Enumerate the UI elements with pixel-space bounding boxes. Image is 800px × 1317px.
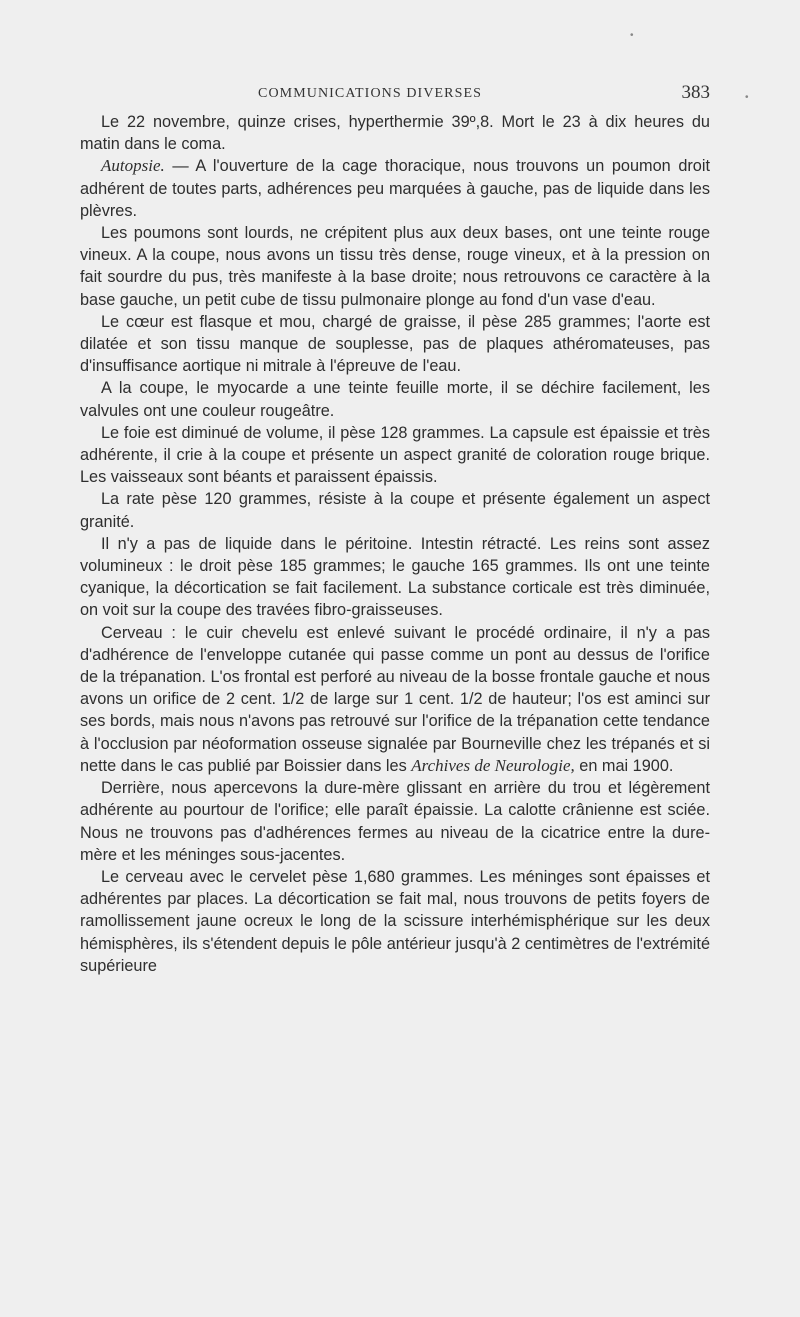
speck-mark: •: [745, 92, 749, 103]
paragraph-text: en mai 1900.: [574, 756, 674, 775]
paragraph-text: La rate pèse 120 grammes, résiste à la coupe et présente également un aspect granité.: [80, 490, 710, 531]
paragraph: [80, 533, 710, 622]
paragraph-text: Le cerveau avec le cervelet pèse 1,680 grammes. Les méninges sont épaisses et adhérentes par places. La décortication se fait mal, nous trouvons de petits foyers de ramollissement jaune ocreux le long de la scissure interhémisphérique sur les deux hémisphères, ils s'étendent depuis le pôle antérieur jusqu'à 2 centimètres de l'extrémité supérieure: [80, 867, 710, 975]
page-number: 383: [681, 82, 710, 103]
running-head: COMMUNICATIONS DIVERSES: [258, 86, 483, 101]
paragraph-text: Les poumons sont lourds, ne crépitent plus aux deux bases, ont une teinte rouge vineux. A la coupe, nous avons un tissu très dense, rouge vineux, et à la pression on fait sourdre du pus, très manifeste à la base droite; nous retrouvons ce caractère à la base gauche, un petit cube de tissu pulmonaire plonge au fond d'un vase d'eau.: [80, 224, 710, 309]
paragraph-text: Il n'y a pas de liquide dans le péritoine. Intestin rétracté. Les reins sont assez volumineux : le droit pèse 185 grammes; le gauche 165 grammes. Ils ont une teinte cyanique, la décortication se fait facilement. La substance corticale est très diminuée, on voit sur la coupe des travées fibro-graisseuses.: [80, 534, 710, 620]
paragraph: [80, 377, 710, 421]
paragraph-text: A la coupe, le myocarde a une teinte feuille morte, il se déchire facilement, les valvules ont une couleur rougeâtre.: [80, 379, 710, 420]
paragraph: [80, 622, 710, 777]
paragraph: [80, 488, 710, 532]
paragraph: [80, 111, 710, 155]
paragraph-text: Le foie est diminué de volume, il pèse 128 grammes. La capsule est épaissie et très adhérente, il crie à la coupe et présente un aspect granité de coloration rouge brique. Les vaisseaux sont béants et paraissent épaissis.: [80, 423, 710, 487]
paragraph: [80, 155, 710, 222]
paragraph: [80, 222, 710, 311]
page-header: [80, 80, 720, 108]
journal-title: Archives de Neurologie,: [411, 755, 575, 775]
section-lead: Autopsie.: [101, 156, 165, 176]
paragraph-text: Cerveau : le cuir chevelu est enlevé suivant le procédé ordinaire, il n'y a pas d'adhérence de l'enveloppe cutanée qui passe comme un pont au dessus de l'orifice de la trépanation. L'os frontal est perforé au niveau de la bosse frontale gauche et nous avons un orifice de 2 cent. 1/2 de large sur 1 cent. 1/2 de hauteur; l'os est aminci sur ses bords, mais nous n'avons pas retrouvé sur l'orifice de la trépanation cette tendance à l'occlusion par néoformation osseuse signalée par Bourneville chez les trépanés et si nette dans le cas publié par Boissier dans les: [80, 623, 710, 775]
paragraph: [80, 777, 710, 866]
paragraph-text: Le cœur est flasque et mou, chargé de graisse, il pèse 285 grammes; l'aorte est dilatée et son tissu manque de souplesse, pas de plaques athéromateuses, pas d'insuffisance aortique ni mitrale à l'épreuve de l'eau.: [80, 312, 710, 376]
paragraph-text: Derrière, nous apercevons la dure-mère glissant en arrière du trou et légèrement adhérente au pourtour de l'orifice; elle paraît épaissie. La calotte crânienne est sciée. Nous ne trouvons pas d'adhérences fermes au niveau de la cicatrice entre la dure-mère et les méninges sous-jacentes.: [80, 779, 710, 864]
body-text: [80, 111, 710, 977]
paragraph-text: — A l'ouverture de la cage thoracique, nous trouvons un poumon droit adhérent de toutes parts, adhérences peu marquées à gauche, pas de liquide dans les plèvres.: [80, 157, 710, 220]
paragraph-text: Le 22 novembre, quinze crises, hyperthermie 39º,8. Mort le 23 à dix heures du matin dans le coma.: [80, 113, 710, 154]
paragraph: [80, 311, 710, 378]
speck-mark: •: [630, 30, 634, 41]
paragraph: [80, 866, 710, 977]
paragraph: [80, 422, 710, 489]
